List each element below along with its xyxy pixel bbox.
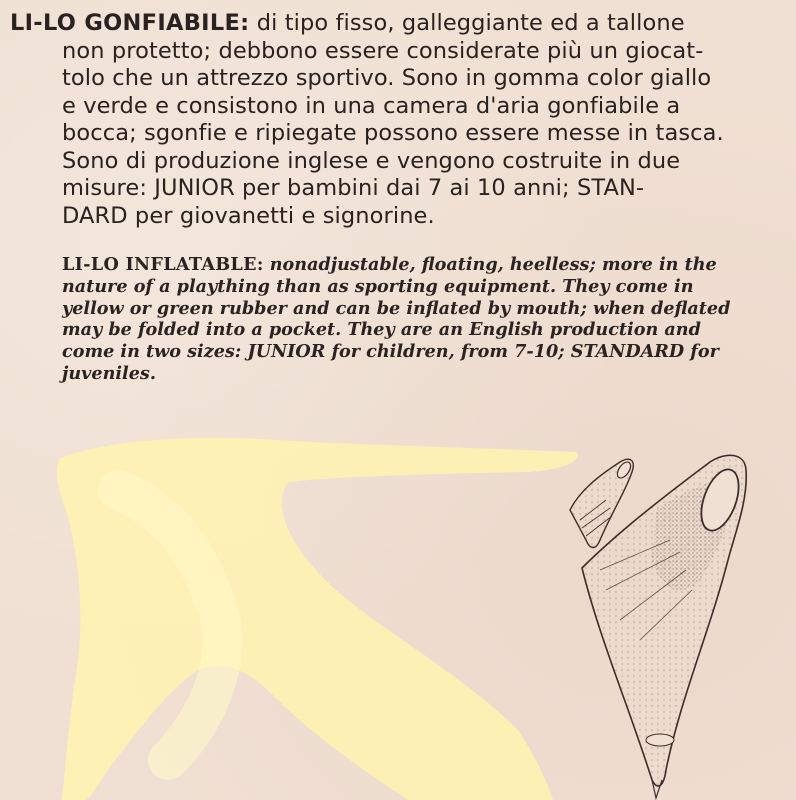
italian-line-2: non protetto; debbono essere considerate più un giocat- [62, 37, 704, 64]
italian-line-6: Sono di produzione inglese e vengono costruite in due [62, 147, 681, 174]
english-line-2: nature of a plaything than as sporting equipment. They come in [62, 275, 694, 297]
english-line-3: yellow or green rubber and can be inflated by mouth; when deflated [62, 297, 731, 319]
italian-line-5: bocca; sgonfie e ripiegate possono essere messe in tasca. [62, 120, 724, 146]
italian-line-3: tolo che un attrezzo sportivo. Sono in gomma color giallo [62, 65, 712, 91]
yellow-highlight-mark [48, 430, 608, 800]
english-line-6: juveniles. [62, 362, 156, 384]
english-line-4: may be folded into a pocket. They are an English production and [62, 319, 701, 341]
english-line-1: LI-LO INFLATABLE: nonadjustable, floating, heelless; more in the [62, 254, 717, 275]
highlight-stroke [118, 490, 222, 760]
english-description [62, 254, 788, 385]
highlight-shape [57, 438, 578, 800]
italian-lead: LI-LO GONFIABILE: [10, 10, 250, 36]
english-line-5: come in two sizes: JUNIOR for children, from 7-10; STANDARD for [62, 341, 719, 363]
italian-line-4: e verde e consistono in una camera d'aria gonfiabile a [62, 92, 681, 119]
italian-line-8: DARD per giovanetti e signorine. [62, 202, 435, 229]
lilo-swim-fin-illustration [560, 440, 760, 800]
italian-description [10, 10, 786, 230]
italian-line-7: misure: JUNIOR per bambini dai 7 ai 10 anni; STAN- [62, 175, 645, 201]
italian-line-1: LI-LO GONFIABILE: di tipo fisso, galleggiante ed a tallone [10, 10, 685, 36]
english-lead: LI-LO INFLATABLE: [62, 254, 264, 275]
